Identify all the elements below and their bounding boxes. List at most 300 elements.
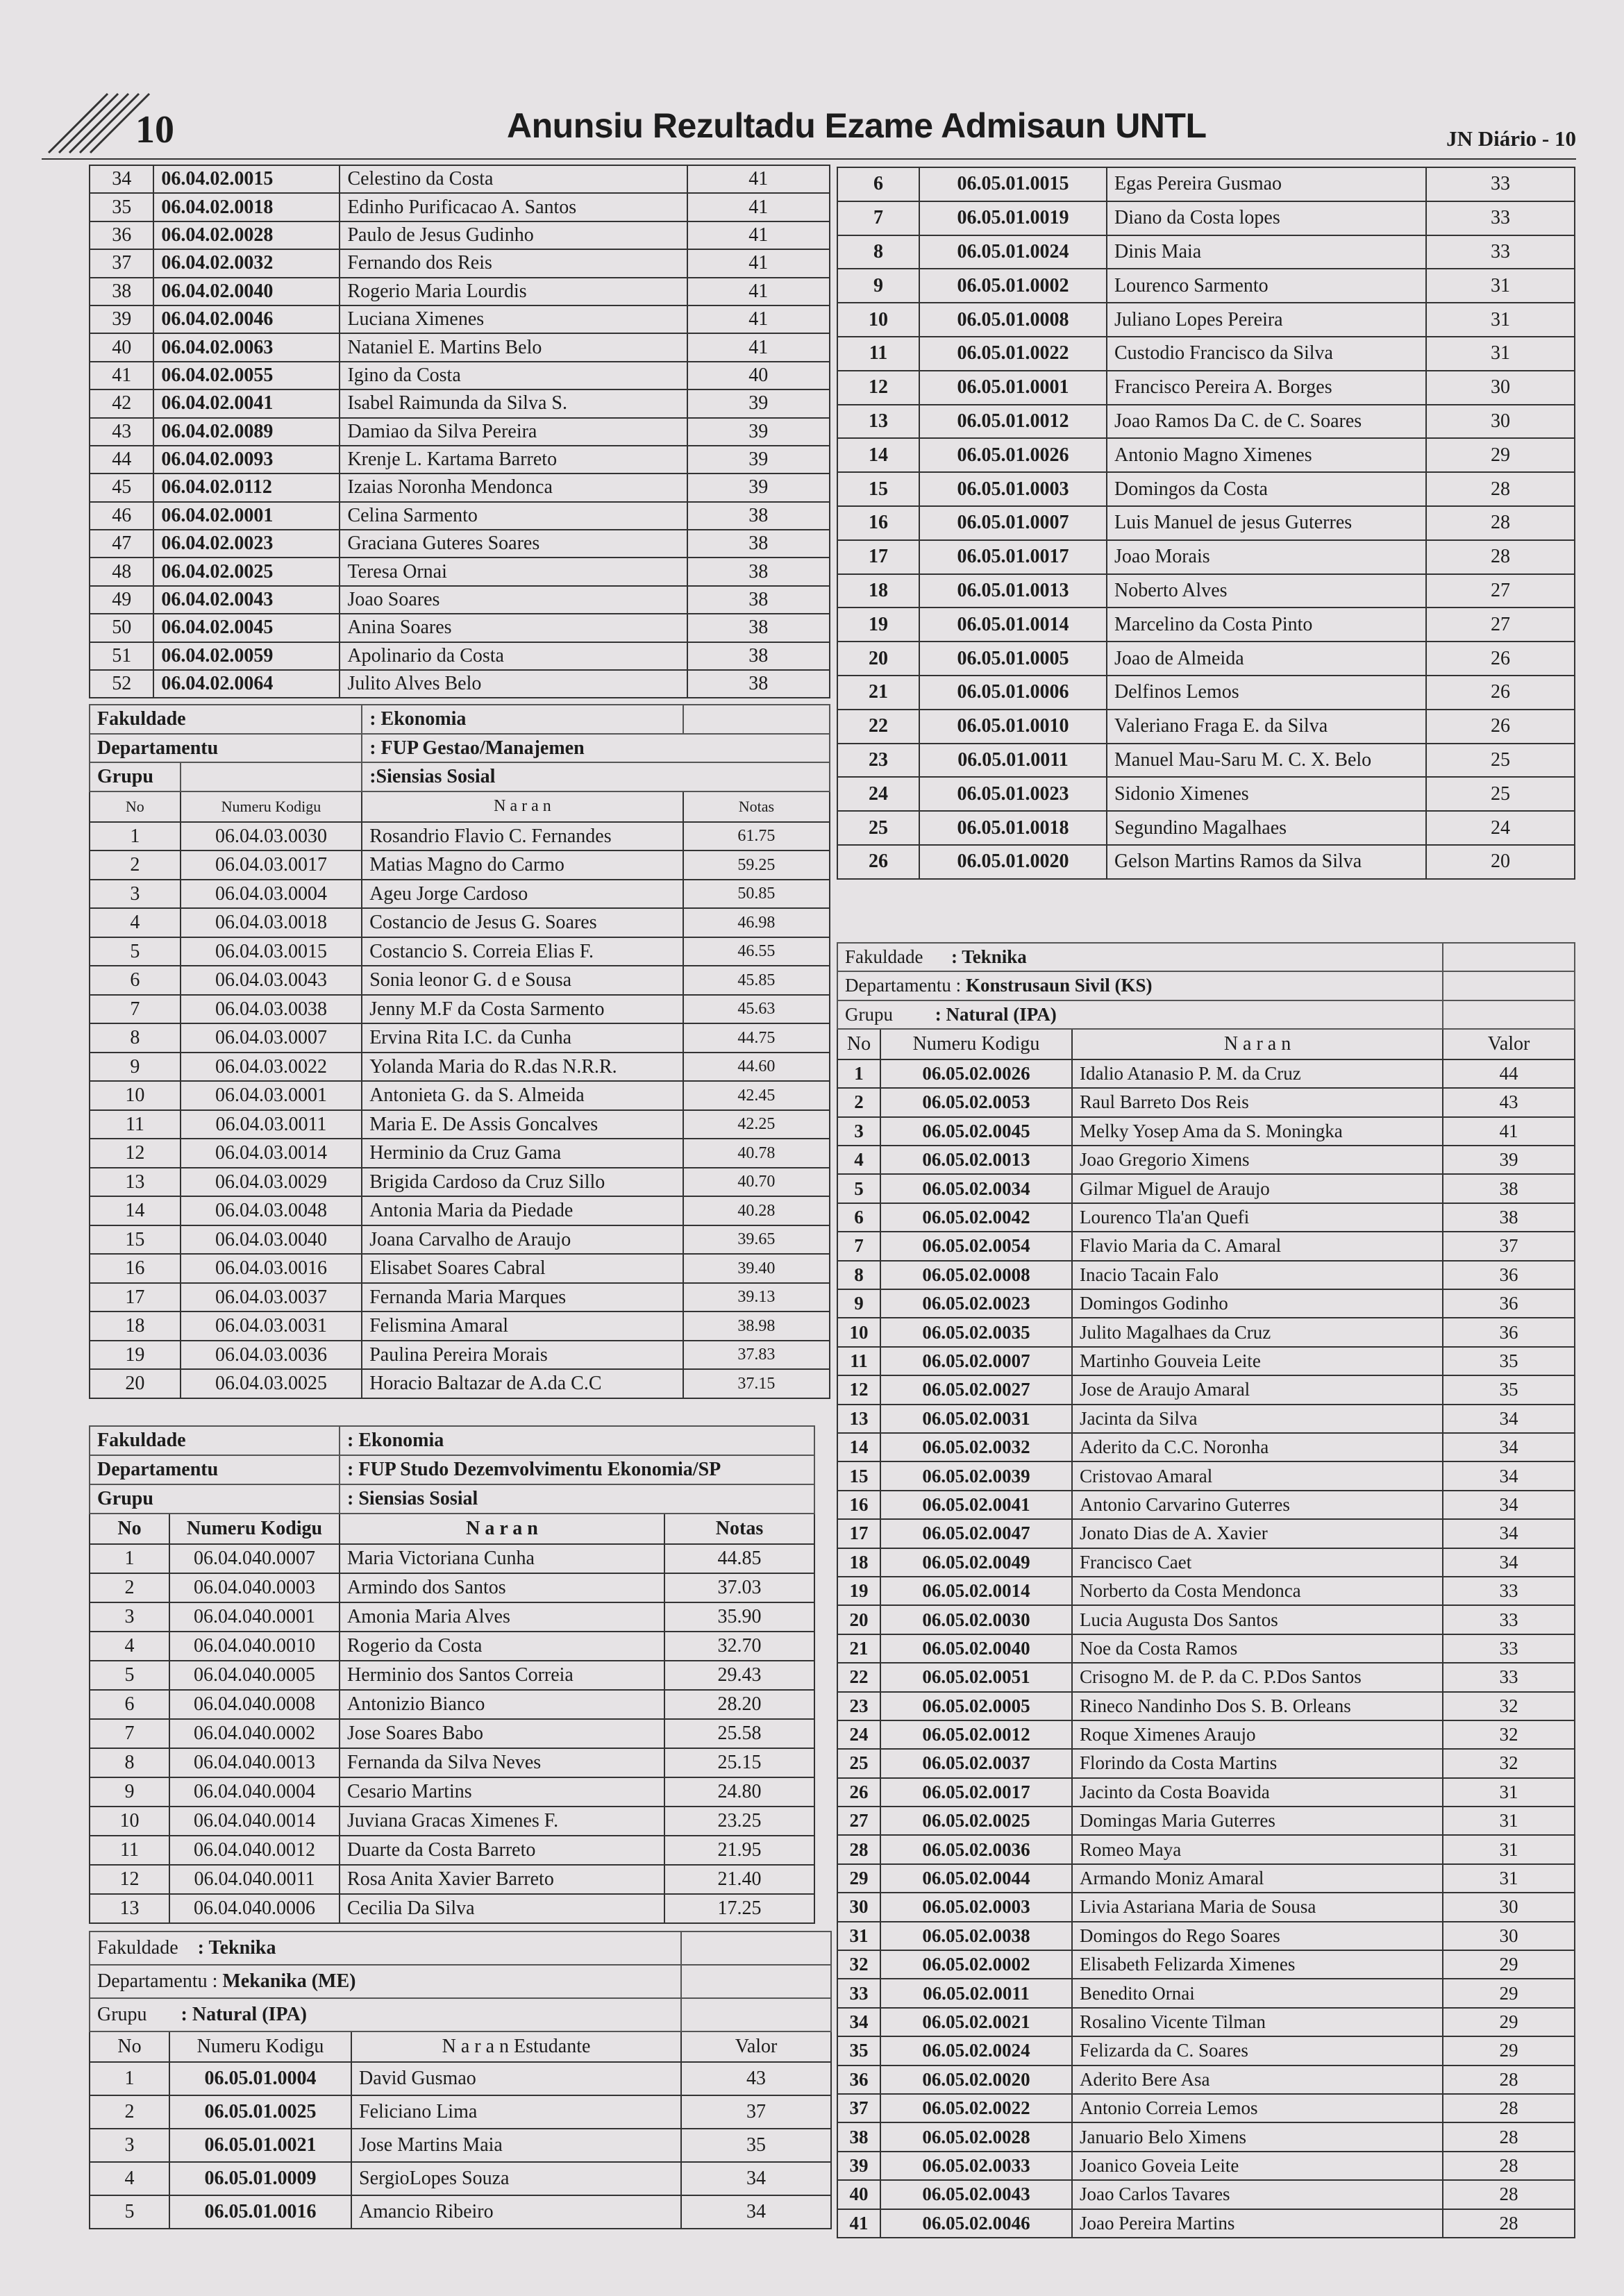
- table-row: [90, 908, 830, 937]
- table-row: [837, 1146, 1575, 1174]
- student-score: 59.25: [683, 850, 830, 880]
- table-row: [90, 1139, 830, 1168]
- student-score: 29: [1443, 2008, 1575, 2036]
- student-score: 37: [1443, 1232, 1575, 1260]
- student-score: 37.15: [683, 1369, 830, 1398]
- column-header-score: Valor: [1443, 1029, 1575, 1059]
- row-number: 9: [90, 1777, 169, 1807]
- column-header-name: N a r a n Estudante: [351, 2031, 681, 2062]
- student-code: 06.04.02.0040: [153, 278, 340, 305]
- student-score: 27: [1426, 607, 1575, 642]
- table-row: [837, 1720, 1575, 1749]
- table-row: [837, 2209, 1575, 2238]
- student-code: 06.05.01.0001: [919, 371, 1107, 405]
- student-name: Rosa Anita Xavier Barreto: [340, 1865, 664, 1894]
- student-code: 06.05.02.0011: [880, 1979, 1072, 2007]
- table-row: [837, 1405, 1575, 1433]
- table-row: [837, 845, 1575, 879]
- row-number: 7: [837, 201, 919, 235]
- student-score: 30: [1443, 1893, 1575, 1921]
- student-name: Domingas Maria Guterres: [1072, 1807, 1443, 1835]
- row-number: 8: [90, 1748, 169, 1777]
- student-code: 06.05.01.0012: [919, 405, 1107, 439]
- student-score: 35: [1443, 1347, 1575, 1375]
- student-name: Joao Ramos Da C. de C. Soares: [1107, 405, 1426, 439]
- student-name: Crisogno M. de P. da C. P.Dos Santos: [1072, 1663, 1443, 1691]
- student-score: 29.43: [664, 1661, 814, 1690]
- row-number: 5: [837, 1174, 880, 1203]
- table-row: [837, 1864, 1575, 1893]
- student-name: Raul Barreto Dos Reis: [1072, 1088, 1443, 1116]
- student-score: 39: [687, 474, 830, 501]
- student-score: 37: [681, 2095, 831, 2129]
- departamentu-value: : FUP Studo Dezemvolvimentu Ekonomia/SP: [340, 1455, 814, 1484]
- student-score: 36: [1443, 1261, 1575, 1289]
- table-row: [90, 474, 830, 501]
- student-name: Juviana Gracas Ximenes F.: [340, 1807, 664, 1836]
- student-name: Joao Soares: [340, 586, 687, 614]
- student-code: 06.05.02.0033: [880, 2152, 1072, 2180]
- student-name: Yolanda Maria do R.das N.R.R.: [362, 1053, 683, 1082]
- student-code: 06.04.03.0014: [181, 1139, 362, 1168]
- table-row: [837, 2180, 1575, 2209]
- row-number: 21: [837, 676, 919, 710]
- table-row: [837, 1433, 1575, 1461]
- student-code: 06.05.02.0047: [880, 1519, 1072, 1548]
- row-number: 10: [837, 303, 919, 337]
- row-number: 34: [90, 165, 153, 193]
- student-name: Martinho Gouveia Leite: [1072, 1347, 1443, 1375]
- student-code: 06.04.040.0008: [169, 1690, 340, 1719]
- row-number: 5: [90, 937, 181, 966]
- row-number: 32: [837, 1950, 880, 1979]
- student-score: 17.25: [664, 1894, 814, 1923]
- row-number: 35: [837, 2036, 880, 2065]
- student-code: 06.04.03.0031: [181, 1312, 362, 1341]
- student-score: 44.85: [664, 1544, 814, 1573]
- departamentu-label: Departamentu: [90, 734, 362, 763]
- row-number: 14: [90, 1196, 181, 1225]
- row-number: 12: [837, 371, 919, 405]
- table-row: [90, 850, 830, 880]
- table-row: [90, 2195, 831, 2229]
- row-number: 20: [837, 1605, 880, 1634]
- row-number: 8: [837, 235, 919, 269]
- student-name: Benedito Ornai: [1072, 1979, 1443, 2007]
- table-column-headers: [90, 1514, 814, 1544]
- student-score: 34: [1443, 1461, 1575, 1490]
- student-score: 24.80: [664, 1777, 814, 1807]
- row-number: 10: [837, 1318, 880, 1346]
- column-header-no: No: [837, 1029, 880, 1059]
- student-code: 06.05.02.0038: [880, 1922, 1072, 1950]
- student-name: Marcelino da Costa Pinto: [1107, 607, 1426, 642]
- student-score: 26: [1426, 676, 1575, 710]
- row-number: 9: [837, 269, 919, 303]
- student-score: 44.75: [683, 1023, 830, 1053]
- student-score: 37.83: [683, 1341, 830, 1370]
- student-code: 06.05.02.0042: [880, 1203, 1072, 1232]
- table-row: [837, 1461, 1575, 1490]
- table-row: [90, 1110, 830, 1139]
- student-score: 35: [681, 2129, 831, 2162]
- table-row: [90, 1254, 830, 1283]
- student-code: 06.04.02.0025: [153, 558, 340, 585]
- student-code: 06.05.02.0012: [880, 1720, 1072, 1749]
- row-number: 48: [90, 558, 153, 585]
- student-code: 06.05.02.0041: [880, 1491, 1072, 1519]
- student-code: 06.04.040.0003: [169, 1573, 340, 1602]
- student-code: 06.04.03.0022: [181, 1053, 362, 1082]
- student-score: 21.40: [664, 1865, 814, 1894]
- table-row: [837, 1088, 1575, 1116]
- student-code: 06.04.03.0018: [181, 908, 362, 937]
- student-name: David Gusmao: [351, 2062, 681, 2095]
- row-number: 28: [837, 1835, 880, 1863]
- student-score: 23.25: [664, 1807, 814, 1836]
- column-header-no: No: [90, 1514, 169, 1544]
- row-number: 16: [837, 506, 919, 540]
- student-code: 06.05.02.0002: [880, 1950, 1072, 1979]
- column-header-score: Notas: [683, 791, 830, 822]
- student-code: 06.04.02.0001: [153, 502, 340, 530]
- student-name: Custodio Francisco da Silva: [1107, 337, 1426, 371]
- student-name: Rogerio Maria Lourdis: [340, 278, 687, 305]
- row-number: 47: [90, 530, 153, 558]
- row-number: 12: [90, 1139, 181, 1168]
- table-row: [837, 506, 1575, 540]
- student-score: 46.55: [683, 937, 830, 966]
- student-code: 06.05.01.0008: [919, 303, 1107, 337]
- student-name: Manuel Mau-Saru M. C. X. Belo: [1107, 744, 1426, 778]
- student-name: Rineco Nandinho Dos S. B. Orleans: [1072, 1692, 1443, 1720]
- student-code: 06.05.01.0011: [919, 744, 1107, 778]
- table-column-headers: [90, 2031, 831, 2062]
- row-number: 40: [90, 333, 153, 361]
- student-code: 06.05.02.0049: [880, 1548, 1072, 1577]
- student-name: Joao de Almeida: [1107, 642, 1426, 676]
- row-number: 4: [90, 908, 181, 937]
- student-score: 38: [687, 530, 830, 558]
- table-row: [90, 1777, 814, 1807]
- student-code: 06.04.02.0045: [153, 614, 340, 642]
- table-row: [90, 1053, 830, 1082]
- table-row: [837, 472, 1575, 506]
- student-name: Antonizio Bianco: [340, 1690, 664, 1719]
- student-score: 33: [1426, 235, 1575, 269]
- student-score: 32: [1443, 1749, 1575, 1777]
- table-row: [90, 614, 830, 642]
- row-number: 4: [90, 1632, 169, 1661]
- student-name: Nataniel E. Martins Belo: [340, 333, 687, 361]
- departamentu-label: Departamentu :: [845, 975, 962, 996]
- student-name: Luis Manuel de jesus Guterres: [1107, 506, 1426, 540]
- student-code: 06.04.02.0023: [153, 530, 340, 558]
- row-number: 21: [837, 1634, 880, 1663]
- student-score: 39: [687, 418, 830, 446]
- table-row: [837, 574, 1575, 608]
- departamentu-row: [837, 971, 1443, 1000]
- table-row: [90, 1023, 830, 1053]
- page-title: Anunsiu Rezultadu Ezame Admisaun UNTL: [507, 106, 1207, 145]
- row-number: 7: [90, 1719, 169, 1748]
- row-number: 6: [90, 966, 181, 995]
- table-row: [90, 1865, 814, 1894]
- student-code: 06.04.040.0010: [169, 1632, 340, 1661]
- student-code: 06.05.02.0008: [880, 1261, 1072, 1289]
- student-score: 28: [1443, 2152, 1575, 2180]
- student-score: 35.90: [664, 1602, 814, 1632]
- row-number: 13: [837, 405, 919, 439]
- table-row: [90, 1312, 830, 1341]
- row-number: 12: [90, 1865, 169, 1894]
- row-number: 45: [90, 474, 153, 501]
- student-score: 26: [1426, 642, 1575, 676]
- fakultade-label: Fakuldade: [90, 705, 362, 734]
- student-score: 61.75: [683, 822, 830, 851]
- student-code: 06.04.03.0029: [181, 1168, 362, 1197]
- row-number: 10: [90, 1081, 181, 1110]
- table-row: [837, 1778, 1575, 1807]
- student-score: 31: [1443, 1835, 1575, 1863]
- row-number: 33: [837, 1979, 880, 2007]
- student-name: Armando Moniz Amaral: [1072, 1864, 1443, 1893]
- table-row: [90, 389, 830, 417]
- student-name: Krenje L. Kartama Barreto: [340, 446, 687, 474]
- student-score: 38: [687, 558, 830, 585]
- student-name: Antonio Magno Ximenes: [1107, 438, 1426, 472]
- row-number: 37: [837, 2094, 880, 2122]
- student-name: Cesario Martins: [340, 1777, 664, 1807]
- student-code: 06.04.02.0063: [153, 333, 340, 361]
- table-row: [837, 1807, 1575, 1835]
- row-number: 42: [90, 389, 153, 417]
- row-number: 13: [90, 1168, 181, 1197]
- row-number: 30: [837, 1893, 880, 1921]
- student-score: 29: [1443, 1979, 1575, 2007]
- student-code: 06.04.03.0048: [181, 1196, 362, 1225]
- student-name: Melky Yosep Ama da S. Moningka: [1072, 1117, 1443, 1146]
- student-score: 28: [1426, 472, 1575, 506]
- student-code: 06.05.02.0053: [880, 1088, 1072, 1116]
- student-name: Jose Martins Maia: [351, 2129, 681, 2162]
- row-number: 11: [90, 1110, 181, 1139]
- student-name: Roque Ximenes Araujo: [1072, 1720, 1443, 1749]
- student-score: 33: [1443, 1577, 1575, 1605]
- row-number: 8: [90, 1023, 181, 1053]
- student-score: 33: [1443, 1605, 1575, 1634]
- student-score: 32: [1443, 1692, 1575, 1720]
- student-name: Sidonio Ximenes: [1107, 777, 1426, 811]
- row-number: 6: [837, 167, 919, 201]
- fakultade-label: Fakuldade: [97, 1936, 178, 1959]
- table-row: [90, 446, 830, 474]
- column-header-code: Numeru Kodigu: [169, 1514, 340, 1544]
- student-name: Antonia Maria da Piedade: [362, 1196, 683, 1225]
- student-name: Flavio Maria da C. Amaral: [1072, 1232, 1443, 1260]
- student-code: 06.04.040.0013: [169, 1748, 340, 1777]
- fakultade-label: Fakuldade: [845, 946, 923, 967]
- student-code: 06.04.040.0002: [169, 1719, 340, 1748]
- section-teknika-mekanika: [89, 1931, 832, 2229]
- student-code: 06.05.01.0013: [919, 574, 1107, 608]
- student-name: Gilmar Miguel de Araujo: [1072, 1174, 1443, 1203]
- grupu-label: Grupu: [97, 2003, 147, 2025]
- row-number: 6: [90, 1690, 169, 1719]
- student-score: 34: [1443, 1548, 1575, 1577]
- table-row: [837, 642, 1575, 676]
- row-number: 3: [90, 880, 181, 909]
- publication-reference: JN Diário - 10: [1446, 126, 1576, 151]
- student-name: Maria E. De Assis Goncalves: [362, 1110, 683, 1139]
- row-number: 11: [837, 1347, 880, 1375]
- student-code: 06.04.03.0038: [181, 995, 362, 1024]
- student-name: Diano da Costa lopes: [1107, 201, 1426, 235]
- row-number: 17: [90, 1283, 181, 1312]
- table-row: [837, 1375, 1575, 1404]
- table-row: [837, 676, 1575, 710]
- table-row: [90, 2095, 831, 2129]
- row-number: 35: [90, 193, 153, 221]
- student-name: Horacio Baltazar de A.da C.C: [362, 1369, 683, 1398]
- student-name: Lucia Augusta Dos Santos: [1072, 1605, 1443, 1634]
- column-header-no: No: [90, 791, 181, 822]
- student-name: Jenny M.F da Costa Sarmento: [362, 995, 683, 1024]
- table-row: [837, 1519, 1575, 1548]
- student-name: Joana Carvalho de Araujo: [362, 1225, 683, 1255]
- table-row: [837, 744, 1575, 778]
- results-table-gestao-continued: [89, 165, 830, 698]
- student-code: 06.04.02.0015: [153, 165, 340, 193]
- student-name: Matias Magno do Carmo: [362, 850, 683, 880]
- student-name: Sonia leonor G. d e Sousa: [362, 966, 683, 995]
- table-row: [90, 670, 830, 698]
- table-row: [90, 418, 830, 446]
- table-row: [90, 1168, 830, 1197]
- student-code: 06.04.02.0089: [153, 418, 340, 446]
- column-header-score: Valor: [681, 2031, 831, 2062]
- student-name: Felizarda da C. Soares: [1072, 2036, 1443, 2065]
- student-score: 25: [1426, 744, 1575, 778]
- student-name: Fernanda da Silva Neves: [340, 1748, 664, 1777]
- row-number: 25: [837, 1749, 880, 1777]
- table-row: [837, 1692, 1575, 1720]
- table-row: [837, 1491, 1575, 1519]
- student-code: 06.05.02.0007: [880, 1347, 1072, 1375]
- student-name: Idalio Atanasio P. M. da Cruz: [1072, 1059, 1443, 1088]
- student-name: Fernando dos Reis: [340, 249, 687, 277]
- table-column-headers: [837, 1029, 1575, 1059]
- table-row: [837, 1059, 1575, 1088]
- grupu-label: Grupu: [845, 1003, 893, 1025]
- student-code: 06.05.02.0039: [880, 1461, 1072, 1490]
- student-name: Izaias Noronha Mendonca: [340, 474, 687, 501]
- student-name: Juliano Lopes Pereira: [1107, 303, 1426, 337]
- table-row: [837, 1548, 1575, 1577]
- student-score: 24: [1426, 811, 1575, 845]
- student-code: 06.05.01.0004: [169, 2062, 351, 2095]
- student-code: 06.04.03.0025: [181, 1369, 362, 1398]
- row-number: 1: [90, 1544, 169, 1573]
- row-number: 19: [90, 1341, 181, 1370]
- student-score: 32: [1443, 1720, 1575, 1749]
- table-row: [837, 167, 1575, 201]
- column-header-name: N a r a n: [340, 1514, 664, 1544]
- header-rule: [42, 158, 1576, 160]
- table-row: [90, 822, 830, 851]
- student-code: 06.05.01.0009: [169, 2162, 351, 2195]
- student-score: 41: [687, 193, 830, 221]
- student-code: 06.05.01.0007: [919, 506, 1107, 540]
- student-score: 31: [1443, 1864, 1575, 1893]
- student-score: 29: [1443, 2036, 1575, 2065]
- student-score: 29: [1443, 1950, 1575, 1979]
- student-code: 06.05.02.0036: [880, 1835, 1072, 1863]
- student-code: 06.05.02.0037: [880, 1749, 1072, 1777]
- student-name: Domingos Godinho: [1072, 1289, 1443, 1318]
- table-row: [90, 249, 830, 277]
- table-row: [90, 995, 830, 1024]
- student-score: 40.28: [683, 1196, 830, 1225]
- student-code: 06.04.02.0028: [153, 221, 340, 249]
- student-name: Elisabet Soares Cabral: [362, 1254, 683, 1283]
- row-number: 41: [837, 2209, 880, 2238]
- table-row: [90, 1836, 814, 1865]
- table-row: [837, 1835, 1575, 1863]
- student-code: 06.05.01.0021: [169, 2129, 351, 2162]
- student-score: 21.95: [664, 1836, 814, 1865]
- student-code: 06.04.03.0036: [181, 1341, 362, 1370]
- student-code: 06.04.03.0015: [181, 937, 362, 966]
- row-number: 15: [837, 472, 919, 506]
- student-name: Fernanda Maria Marques: [362, 1283, 683, 1312]
- student-code: 06.04.040.0006: [169, 1894, 340, 1923]
- row-number: 19: [837, 607, 919, 642]
- row-number: 8: [837, 1261, 880, 1289]
- student-code: 06.04.040.0014: [169, 1807, 340, 1836]
- student-score: 39: [1443, 1146, 1575, 1174]
- student-score: 31: [1426, 337, 1575, 371]
- student-name: Domingos da Costa: [1107, 472, 1426, 506]
- table-row: [837, 2065, 1575, 2094]
- student-name: Costancio de Jesus G. Soares: [362, 908, 683, 937]
- table-row: [90, 278, 830, 305]
- table-row: [837, 269, 1575, 303]
- student-name: Joanico Goveia Leite: [1072, 2152, 1443, 2180]
- student-code: 06.05.01.0006: [919, 676, 1107, 710]
- table-row: [90, 1341, 830, 1370]
- right-column: [837, 167, 1574, 2238]
- student-score: 41: [1443, 1117, 1575, 1146]
- row-number: 44: [90, 446, 153, 474]
- row-number: 12: [837, 1375, 880, 1404]
- student-score: 42.25: [683, 1110, 830, 1139]
- table-row: [90, 2162, 831, 2195]
- student-code: 06.04.040.0007: [169, 1544, 340, 1573]
- student-name: Ageu Jorge Cardoso: [362, 880, 683, 909]
- column-header-code: Numeru Kodigu: [880, 1029, 1072, 1059]
- student-score: 31: [1426, 269, 1575, 303]
- student-code: 06.05.01.0023: [919, 777, 1107, 811]
- student-score: 28: [1443, 2065, 1575, 2094]
- row-number: 39: [837, 2152, 880, 2180]
- student-code: 06.05.02.0013: [880, 1146, 1072, 1174]
- student-code: 06.05.02.0021: [880, 2008, 1072, 2036]
- student-name: Feliciano Lima: [351, 2095, 681, 2129]
- student-code: 06.05.02.0054: [880, 1232, 1072, 1260]
- section-ekonomia-studo: [89, 1425, 815, 1924]
- student-code: 06.05.02.0032: [880, 1433, 1072, 1461]
